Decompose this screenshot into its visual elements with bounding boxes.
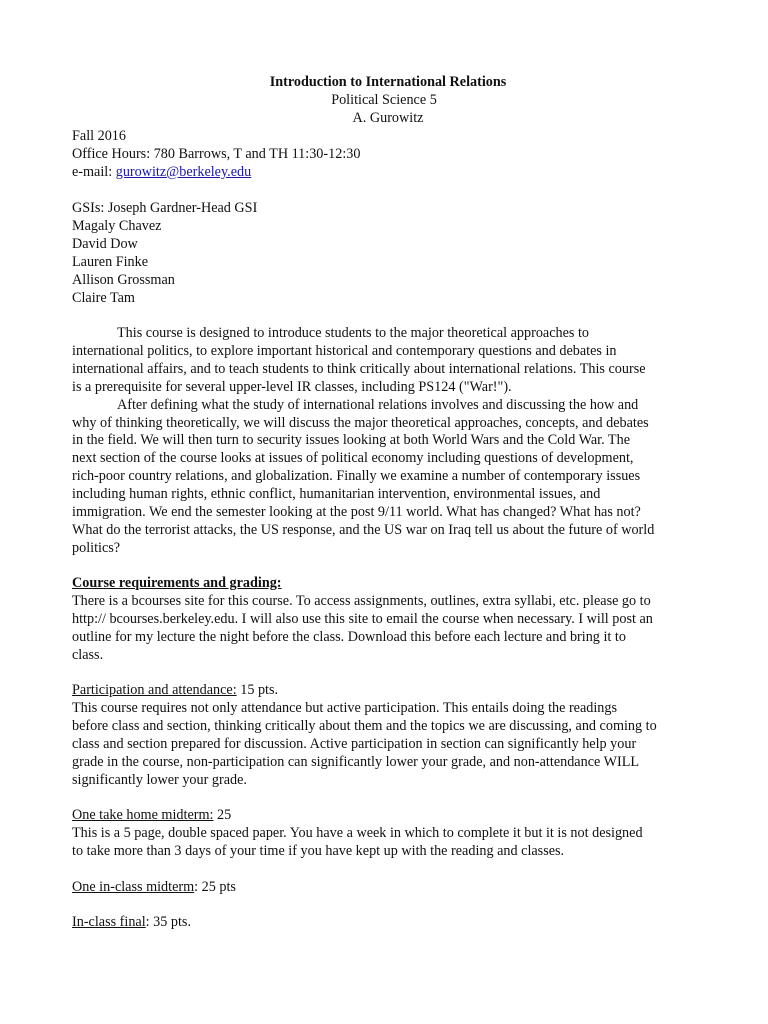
in-class-midterm-section	[72, 879, 702, 897]
gsi-head: GSIs: Joseph Gardner-Head GSI	[72, 200, 258, 216]
instructor-name: A. Gurowitz	[352, 110, 424, 126]
term: Fall 2016	[72, 128, 126, 144]
paragraph-line: why of thinking theoretically, we will discuss the major theoretical approaches, concepts, and debates	[72, 414, 649, 431]
grade-item-heading	[72, 879, 702, 897]
section-heading: Course requirements and grading:	[72, 575, 282, 591]
gsi-list	[72, 200, 702, 307]
paragraph-line: This course is designed to introduce students to the major theoretical approaches to	[117, 325, 589, 341]
grade-item-label: One take home midterm:	[72, 807, 214, 823]
paragraph-line: class.	[72, 646, 104, 663]
paragraph-line: This course requires not only attendance but active participation. This entails doing the readings	[72, 699, 618, 716]
final-exam-section	[72, 914, 702, 932]
grade-item-points: 15 pts.	[236, 682, 279, 698]
participation-section	[72, 682, 702, 789]
grade-item-label: Participation and attendance:	[72, 682, 237, 698]
grade-item-points: : 25 pts	[194, 879, 236, 895]
paragraph-line: international affairs, and to teach students to think critically about international relations. This course	[72, 360, 646, 377]
email-link[interactable]: gurowitz@berkeley.edu	[115, 163, 252, 180]
paragraph-line: There is a bcourses site for this course. To access assignments, outlines, extra syllabi, etc. please go to	[72, 592, 651, 609]
email-label: e-mail:	[72, 163, 116, 180]
gsi-name: Allison Grossman	[72, 271, 175, 288]
paragraph-line: before class and section, thinking critically about them and the topics we are discussing, and coming to	[72, 717, 657, 734]
gsi-name: Claire Tam	[72, 289, 135, 306]
grade-item-heading	[72, 807, 702, 825]
grade-item-heading	[72, 682, 702, 700]
paragraph-line: international politics, to explore important historical and contemporary questions and debates in	[72, 342, 617, 359]
grade-item-points: 25	[213, 807, 232, 823]
paragraph-line: politics?	[72, 539, 121, 556]
gsi-name: Lauren Finke	[72, 253, 149, 270]
paragraph-line: After defining what the study of international relations involves and discussing the how and	[117, 396, 639, 413]
course-info	[72, 128, 702, 182]
requirements-section	[72, 575, 702, 665]
take-home-midterm-section	[72, 807, 702, 861]
paragraph-line: to take more than 3 days of your time if you have kept up with the reading and classes.	[72, 842, 565, 859]
grade-item-points: : 35 pts.	[145, 914, 191, 930]
paragraph-line: rich-poor country relations, and globalization. Finally we examine a number of contemporary issues	[72, 468, 641, 485]
paragraph-line: next section of the course looks at issues of political economy including questions of development,	[72, 450, 634, 467]
paragraph-line: outline for my lecture the night before the class. Download this before each lecture and bring it to	[72, 628, 626, 645]
email-line	[72, 164, 702, 182]
gsi-name: Magaly Chavez	[72, 217, 162, 234]
paragraph-line: is a prerequisite for several upper-level IR classes, including PS124 ("War!").	[72, 378, 512, 395]
paragraph-line: significantly lower your grade.	[72, 771, 247, 788]
office-hours: Office Hours: 780 Barrows, T and TH 11:30-12:30	[72, 145, 361, 162]
grade-item-label: One in-class midterm	[72, 879, 195, 895]
paragraph-line: grade in the course, non-participation can significantly lower your grade, and non-attendance WILL	[72, 753, 640, 770]
paragraph-line: immigration. We end the semester looking at the post 9/11 world. What has changed? What has not?	[72, 504, 641, 521]
paragraph-line: What do the terrorist attacks, the US response, and the US war on Iraq tell us about the future of world	[72, 521, 655, 538]
document-title: Introduction to International Relations	[269, 74, 507, 90]
course-description	[72, 325, 702, 558]
grade-item-heading	[72, 914, 702, 932]
paragraph-line: http:// bcourses.berkeley.edu. I will also use this site to email the course when necessary. I will post an	[72, 610, 653, 627]
grade-item-label: In-class final	[72, 914, 146, 930]
gsi-name: David Dow	[72, 235, 138, 252]
paragraph-line: class and section prepared for discussion. Active participation in section can significantly help your	[72, 735, 637, 752]
course-number: Political Science 5	[331, 92, 437, 108]
paragraph-line: This is a 5 page, double spaced paper. You have a week in which to complete it but it is not designed	[72, 824, 643, 841]
paragraph-line: including human rights, ethnic conflict, humanitarian intervention, environmental issues, and	[72, 486, 601, 503]
paragraph-line: in the field. We will then turn to security issues looking at both World Wars and the Cold War. The	[72, 432, 630, 449]
